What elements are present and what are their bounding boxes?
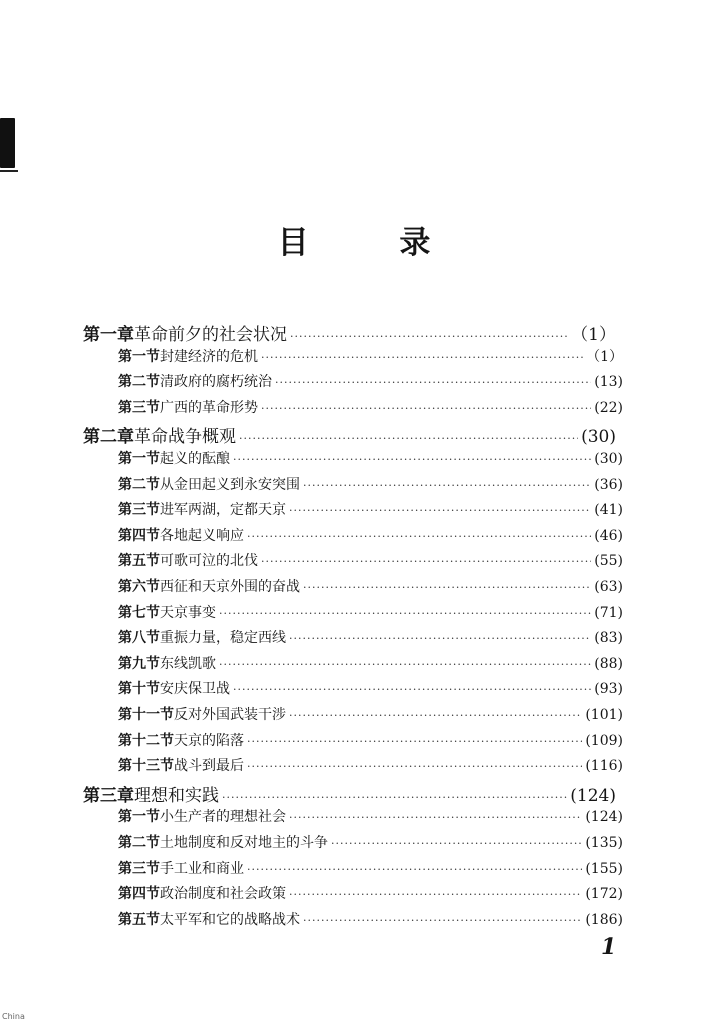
toc-section-entry[interactable] xyxy=(118,704,623,724)
toc-section-entry[interactable] xyxy=(118,909,623,929)
toc-entry-number: 第二节 xyxy=(118,374,160,391)
toc-entry-number: 第三章 xyxy=(83,785,134,806)
toc-section-entry[interactable] xyxy=(118,653,623,673)
toc-entry-page: (83) xyxy=(594,630,623,647)
toc-dot-leader xyxy=(303,479,591,492)
toc-entry-title: 起义的酝酿 xyxy=(160,451,230,467)
toc-entry-title: 安庆保卫战 xyxy=(160,681,230,698)
toc-entry-page: (71) xyxy=(594,604,623,621)
toc-entry-page: (172) xyxy=(585,886,623,903)
toc-chapter-entry[interactable] xyxy=(83,781,616,806)
toc-entry-number: 第一节 xyxy=(118,809,160,826)
toc-dot-leader xyxy=(222,791,567,804)
toc-entry-number: 第二章 xyxy=(83,427,134,448)
toc-section-entry[interactable] xyxy=(118,806,623,826)
toc-entry-title: 反对外国武装干涉 xyxy=(174,707,286,723)
toc-entry-number: 第五节 xyxy=(118,553,160,570)
toc-chapter-entry[interactable] xyxy=(83,422,616,447)
toc-entry-page: (109) xyxy=(585,732,623,749)
toc-entry-page: (41) xyxy=(594,502,623,519)
toc-section-entry[interactable] xyxy=(118,371,623,391)
toc-entry-number: 第四节 xyxy=(118,527,160,544)
toc-entry-page: (55) xyxy=(594,553,623,570)
toc-dot-leader xyxy=(261,351,583,364)
toc-dot-leader xyxy=(247,735,582,748)
toc-dot-leader xyxy=(289,888,582,901)
toc-entry-title: 太平军和它的战略战术 xyxy=(160,911,300,928)
toc-dot-leader xyxy=(303,914,582,927)
toc-entry-page: (186) xyxy=(585,911,623,928)
toc-chapter-entry[interactable] xyxy=(83,320,616,345)
toc-entry-page: (63) xyxy=(594,579,623,595)
toc-entry-number: 第六节 xyxy=(118,579,160,595)
toc-dot-leader xyxy=(261,402,591,415)
toc-section-entry[interactable] xyxy=(118,755,623,775)
toc-section-entry[interactable] xyxy=(118,858,623,878)
toc-entry-number: 第八节 xyxy=(118,630,160,647)
binding-edge-mark xyxy=(0,118,15,168)
toc-dot-leader xyxy=(289,632,591,645)
toc-dot-leader xyxy=(331,837,582,850)
toc-section-entry[interactable] xyxy=(118,474,623,494)
toc-entry-number: 第三节 xyxy=(118,399,160,416)
toc-section-entry[interactable] xyxy=(118,550,623,570)
toc-entry-number: 第十一节 xyxy=(118,707,174,723)
toc-entry-number: 第五节 xyxy=(118,911,160,928)
toc-entry-page: (36) xyxy=(594,476,623,493)
toc-entry-title: 从金田起义到永安突围 xyxy=(160,476,300,493)
toc-entry-title: 东线凯歌 xyxy=(160,655,216,672)
toc-entry-title: 天京的陷落 xyxy=(174,732,244,749)
toc-entry-page: (30) xyxy=(581,427,616,448)
toc-entry-number: 第七节 xyxy=(118,604,160,621)
toc-entry-page: (22) xyxy=(594,399,623,416)
toc-entry-number: 第二节 xyxy=(118,476,160,493)
toc-entry-title: 政治制度和社会政策 xyxy=(160,886,286,903)
toc-entry-page: (88) xyxy=(594,655,623,672)
page-title: 目 录 xyxy=(277,225,471,261)
toc-entry-title: 进军两湖，定都天京 xyxy=(160,502,286,519)
toc-entry-page: (13) xyxy=(594,374,623,391)
toc-entry-number: 第一节 xyxy=(118,451,160,467)
toc-section-entry[interactable] xyxy=(118,832,623,852)
toc-entry-title: 天京事变 xyxy=(160,604,216,621)
toc-dot-leader xyxy=(289,504,591,517)
toc-entry-page: (116) xyxy=(585,758,623,775)
toc-dot-leader xyxy=(239,432,578,445)
toc-entry-number: 第十三节 xyxy=(118,758,174,775)
toc-entry-number: 第一节 xyxy=(118,348,160,365)
toc-entry-title: 西征和天京外围的奋战 xyxy=(160,579,300,595)
binding-edge-tick xyxy=(0,170,18,172)
toc-section-entry[interactable] xyxy=(118,448,623,468)
toc-entry-title: 理想和实践 xyxy=(134,785,219,806)
toc-entry-number: 第一章 xyxy=(83,325,134,345)
toc-entry-number: 第三节 xyxy=(118,502,160,519)
toc-section-entry[interactable] xyxy=(118,627,623,647)
toc-dot-leader xyxy=(233,453,591,466)
toc-entry-page: (101) xyxy=(585,707,623,723)
toc-entry-page: (155) xyxy=(585,860,623,877)
toc-section-entry[interactable] xyxy=(118,525,623,545)
toc-entry-title: 各地起义响应 xyxy=(160,527,244,544)
toc-dot-leader xyxy=(289,709,582,722)
toc-entry-page: (30) xyxy=(594,451,623,467)
toc-entry-page: (135) xyxy=(585,835,623,851)
toc-section-entry[interactable] xyxy=(118,346,623,366)
toc-entry-number: 第四节 xyxy=(118,886,160,903)
toc-dot-leader xyxy=(290,330,568,343)
toc-entry-title: 清政府的腐朽统治 xyxy=(160,374,272,391)
toc-dot-leader xyxy=(261,555,591,568)
toc-dot-leader xyxy=(247,760,582,773)
page-number: 1 xyxy=(601,934,617,960)
toc-section-entry[interactable] xyxy=(118,602,623,622)
toc-dot-leader xyxy=(219,658,591,671)
watermark: China xyxy=(2,1012,25,1021)
toc-entry-title: 可歌可泣的北伐 xyxy=(160,553,258,570)
toc-entry-page: (93) xyxy=(594,681,623,698)
toc-entry-number: 第九节 xyxy=(118,655,160,672)
toc-entry-title: 土地制度和反对地主的斗争 xyxy=(160,835,328,851)
toc-dot-leader xyxy=(303,581,591,594)
toc-entry-page: （1） xyxy=(571,325,616,345)
toc-dot-leader xyxy=(247,863,582,876)
toc-section-entry[interactable] xyxy=(118,883,623,903)
toc-dot-leader xyxy=(275,376,591,389)
toc-entry-number: 第十节 xyxy=(118,681,160,698)
toc-entry-title: 封建经济的危机 xyxy=(160,348,258,365)
toc-entry-page: (46) xyxy=(594,527,623,544)
toc-entry-title: 革命前夕的社会状况 xyxy=(134,325,287,345)
toc-entry-number: 第二节 xyxy=(118,835,160,851)
toc-entry-title: 小生产者的理想社会 xyxy=(160,809,286,826)
toc-entry-page: （1） xyxy=(586,348,623,365)
toc-entry-title: 广西的革命形势 xyxy=(160,399,258,416)
toc-entry-page: (124) xyxy=(570,785,616,806)
toc-entry-title: 重振力量，稳定西线 xyxy=(160,630,286,647)
toc-entry-page: (124) xyxy=(585,809,623,826)
toc-entry-number: 第三节 xyxy=(118,860,160,877)
toc-dot-leader xyxy=(289,811,582,824)
toc-section-entry[interactable] xyxy=(118,576,623,596)
toc-entry-title: 革命战争概观 xyxy=(134,427,236,448)
toc-section-entry[interactable] xyxy=(118,397,623,417)
toc-entry-title: 战斗到最后 xyxy=(174,758,244,775)
toc-section-entry[interactable] xyxy=(118,678,623,698)
toc-section-entry[interactable] xyxy=(118,499,623,519)
toc-dot-leader xyxy=(247,530,591,543)
toc-entry-number: 第十二节 xyxy=(118,732,174,749)
toc-dot-leader xyxy=(233,683,591,696)
toc-dot-leader xyxy=(219,607,591,620)
toc-entry-title: 手工业和商业 xyxy=(160,860,244,877)
toc-section-entry[interactable] xyxy=(118,730,623,750)
